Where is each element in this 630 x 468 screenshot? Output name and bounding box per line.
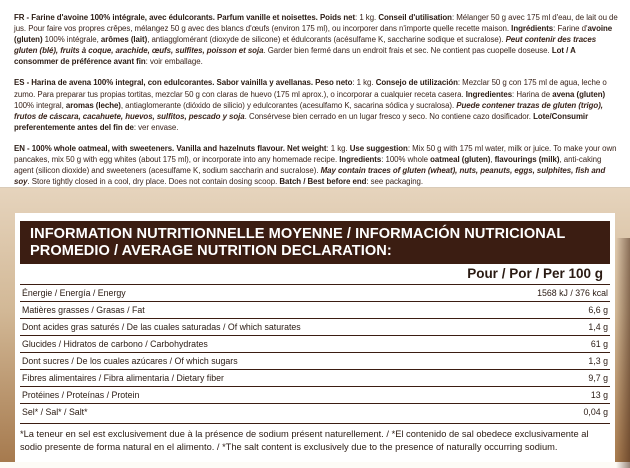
nutrition-table [20,284,610,420]
nutrition-panel [15,213,615,462]
text-segment: Ingredients [339,155,382,165]
text-segment: : ver envase. [133,122,179,132]
row-value: 1,3 g [588,356,608,366]
row-label: Dont sucres / De los cuales azúcares / Of which sugars [22,356,238,366]
row-label: Matières grasses / Grasas / Fat [22,305,145,315]
nutrition-heading: INFORMATION NUTRITIONNELLE MOYENNE / INFORMACIÓN NUTRICIONAL PROMEDIO / AVERAGE NUTRITION DECLARATION: [20,221,610,264]
band-shade [616,238,630,468]
text-segment: . Garder bien fermé dans un endroit frais et sec. Ne contient pas cuopelle doseuse. [263,46,552,56]
row-value: 1,4 g [588,322,608,332]
text-segment: FR - Farine d'avoine 100% intégrale, avec édulcorants. Parfum vanille et noisettes. Poids net [14,13,356,22]
text-segment: : Mezclar 50 g con 175 ml de agua, leche o zumo. Para preparar tus propias tortitas, mezclar 50 g con claras de huevo (175 ml aprox.), o incorporar a cualquier receta casera. [14,78,607,99]
ingredients-fr [14,12,620,67]
text-segment: , [490,155,495,165]
row-label: Fibres alimentaires / Fibra alimentaria / Dietary fiber [22,373,224,383]
row-label: Énergie / Energía / Energy [22,288,126,298]
table-row [20,335,610,352]
text-segment: : 1 kg. [352,78,376,88]
text-segment: . Store tightly closed in a cool, dry place. Does not contain dosing scoop. [27,177,280,187]
text-segment: avoine (gluten) [14,24,613,45]
per-100g-label: Pour / Por / Per 100 g [467,266,603,281]
text-segment: Puede contener trazas de gluten (trigo), frutos de cáscara, cacahuete, huevos, sulfitos, pescado y soja [14,100,603,121]
text-segment: arômes (lait) [100,35,148,45]
text-segment: : 100% whole [381,155,431,165]
text-segment: Use suggestion [349,143,408,153]
table-row [20,403,610,420]
text-segment: : Harina de [512,89,553,99]
ingredients-es [14,77,620,132]
text-segment: , antiaglomerante (dióxido de silicio) y edulcorantes (acesulfamo K, sacarina sódica y sucralosa). [120,100,457,110]
row-label: Dont acides gras saturés / De las cuales saturadas / Of which saturates [22,322,301,332]
text-segment: oatmeal (gluten) [430,155,491,165]
salt-footnote: *La teneur en sel est exclusivement due à la présence de sodium présent naturellement. / *El contenido de sal obedece exclusivamente al sodio presente de forma natural en el alimento. / *The salt content is exclusively due to the presence of naturally occurring sodium. [20,423,610,453]
text-segment: ES - Harina de avena 100% integral, con edulcorantes. Sabor vainilla y avellanas. Peso neto [14,78,353,88]
table-row [20,386,610,403]
row-value: 6,6 g [588,305,608,315]
ingredients-en [14,143,620,187]
text-segment: Ingredientes [465,89,513,99]
row-value: 61 g [590,339,608,349]
row-value: 9,7 g [588,373,608,383]
text-segment: Lot / A consommer de préférence avant fin [14,46,576,67]
text-segment: 100% integral, [14,100,66,110]
row-value: 0,04 g [583,407,608,417]
row-value: 1568 kJ / 376 kcal [537,288,608,298]
table-row [20,369,610,386]
text-segment: : Farine d' [553,24,588,34]
text-segment: avena (gluten) [552,89,606,99]
text-segment: . Consérvese bien cerrado en un lugar fresco y seco. No contiene cazo dosificador. [244,111,534,121]
ingredients-section [0,0,630,188]
text-segment: : 1 kg. [326,143,350,153]
text-segment: May contain traces of gluten (wheat), nuts, peanuts, eggs, sulphites, fish and soy [14,166,606,187]
row-label: Sel* / Sal* / Salt* [22,407,88,417]
row-value: 13 g [590,390,608,400]
text-segment: : voir emballage. [145,57,203,67]
text-segment: , anti-caking agent (silicon dioxide) and sweeteners (acesulfame K, sodium saccharin and sucralose). [14,155,602,176]
text-segment: Batch / Best before end [279,177,367,187]
table-row [20,301,610,318]
text-segment: Peut contenir des traces gluten (blé), fruits à coque, arachide, œufs, sulfites, poisson et soja [14,35,597,56]
text-segment: Consejo de utilización [375,78,458,88]
text-segment: Ingrédients [511,24,554,34]
table-row [20,284,610,301]
text-segment: Conseil d'utilisation [378,13,452,22]
text-segment: Lote/Consumir preferentemente antes del fin de [14,111,589,132]
row-label: Glucides / Hidratos de carbono / Carbohydrates [22,339,208,349]
row-label: Protéines / Proteínas / Protein [22,390,140,400]
text-segment: 100% intégrale, [42,35,101,45]
text-segment: aromas (leche) [65,100,121,110]
table-row [20,318,610,335]
text-segment: : see packaging. [366,177,424,187]
text-segment: : Mélanger 50 g avec 175 ml d'eau, de lait ou de jus. Pour faire vos propres crêpes, mélangez 50 g avec des blancs d'œufs (environ 175 ml), ou incorporer dans n'importe quelle recette maison. [14,13,618,34]
text-segment: : Mix 50 g with 175 ml water, milk or juice. To make your own pancakes, mix 50 g with egg whites (about 175 ml), or incorporate into any homemade recipe. [14,143,617,165]
text-segment: : 1 kg. [355,13,379,22]
text-segment: , antiagglomérant (dioxyde de silicone) et édulcorants (acésulfame K, saccharine sodique et sucralose). [147,35,506,45]
text-segment: EN - 100% whole oatmeal, with sweeteners. Vanilla and hazelnuts flavour. Net weight [14,143,327,153]
text-segment: flavourings (milk) [494,155,560,165]
table-row [20,352,610,369]
